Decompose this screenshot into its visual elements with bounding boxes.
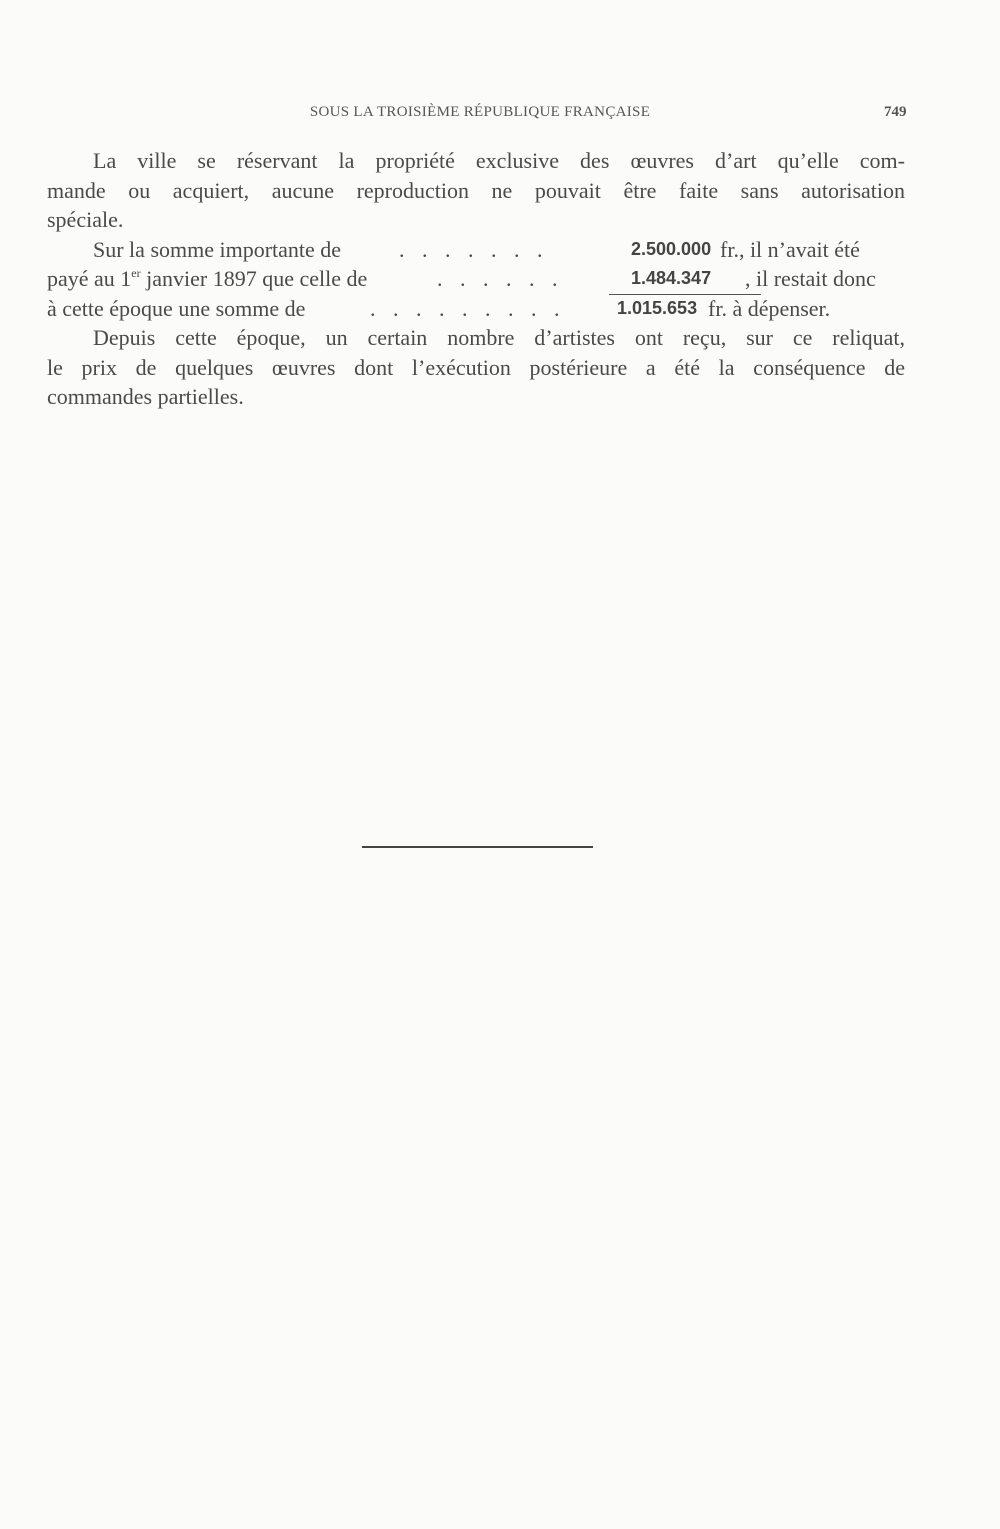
- paragraph-2-line-1: Depuis cette époque, un certain nombre d’artistes ont reçu, sur ce reliquat,: [93, 325, 905, 350]
- figures-row-3-dots: . . . . . . . . .: [370, 295, 566, 321]
- figures-row-3-label: à cette époque une somme de: [47, 295, 306, 321]
- figures-row-3-amount: 1.015.653: [617, 297, 698, 318]
- body-text: [47, 146, 905, 412]
- paragraph-1-line-3: spéciale.: [47, 207, 124, 232]
- paragraph-1-line-2: mande ou acquiert, aucune reproduction ne pouvait être faite sans autorisation: [47, 177, 905, 203]
- figures-row-2-label: [47, 264, 367, 294]
- paragraph-2-line-2: le prix de quelques œuvres dont l’exécution postérieure a été la conséquence de: [47, 354, 905, 380]
- figures-row-1-label: Sur la somme importante de: [93, 236, 342, 262]
- running-title: SOUS LA TROISIÈME RÉPUBLIQUE FRANÇAISE: [309, 104, 651, 120]
- figures-row-2-tail: , il restait donc: [745, 266, 876, 291]
- figures-row-3: [47, 294, 905, 324]
- figures-row-2: [47, 264, 905, 294]
- figures-row-2-label-end: janvier 1897 que celle de: [140, 266, 368, 291]
- figures-row-2-amount: 1.484.347: [631, 268, 712, 288]
- page-number: 749: [884, 104, 907, 120]
- paragraph-1-line-1: La ville se réservant la propriété exclusive des œuvres d’art qu’elle com-: [93, 148, 905, 173]
- figures-row-2-dots: . . . . . .: [437, 266, 564, 291]
- figures-row-1: [47, 235, 905, 265]
- figures-row-2-label-superscript: er: [131, 266, 141, 280]
- figures-row-1-dots: . . . . . . .: [399, 236, 549, 262]
- figures-row-3-tail: fr. à dépenser.: [708, 295, 831, 321]
- running-head: [0, 104, 1000, 126]
- closing-rule: [362, 846, 593, 848]
- figures-row-1-amount: 2.500.000: [631, 238, 712, 259]
- figures-row-2-label-start: payé au 1: [47, 266, 132, 291]
- figures-row-1-tail: fr., il n’avait été: [720, 236, 860, 262]
- paragraph-2-line-3: commandes partielles.: [47, 384, 244, 409]
- sum-rule: [609, 294, 761, 295]
